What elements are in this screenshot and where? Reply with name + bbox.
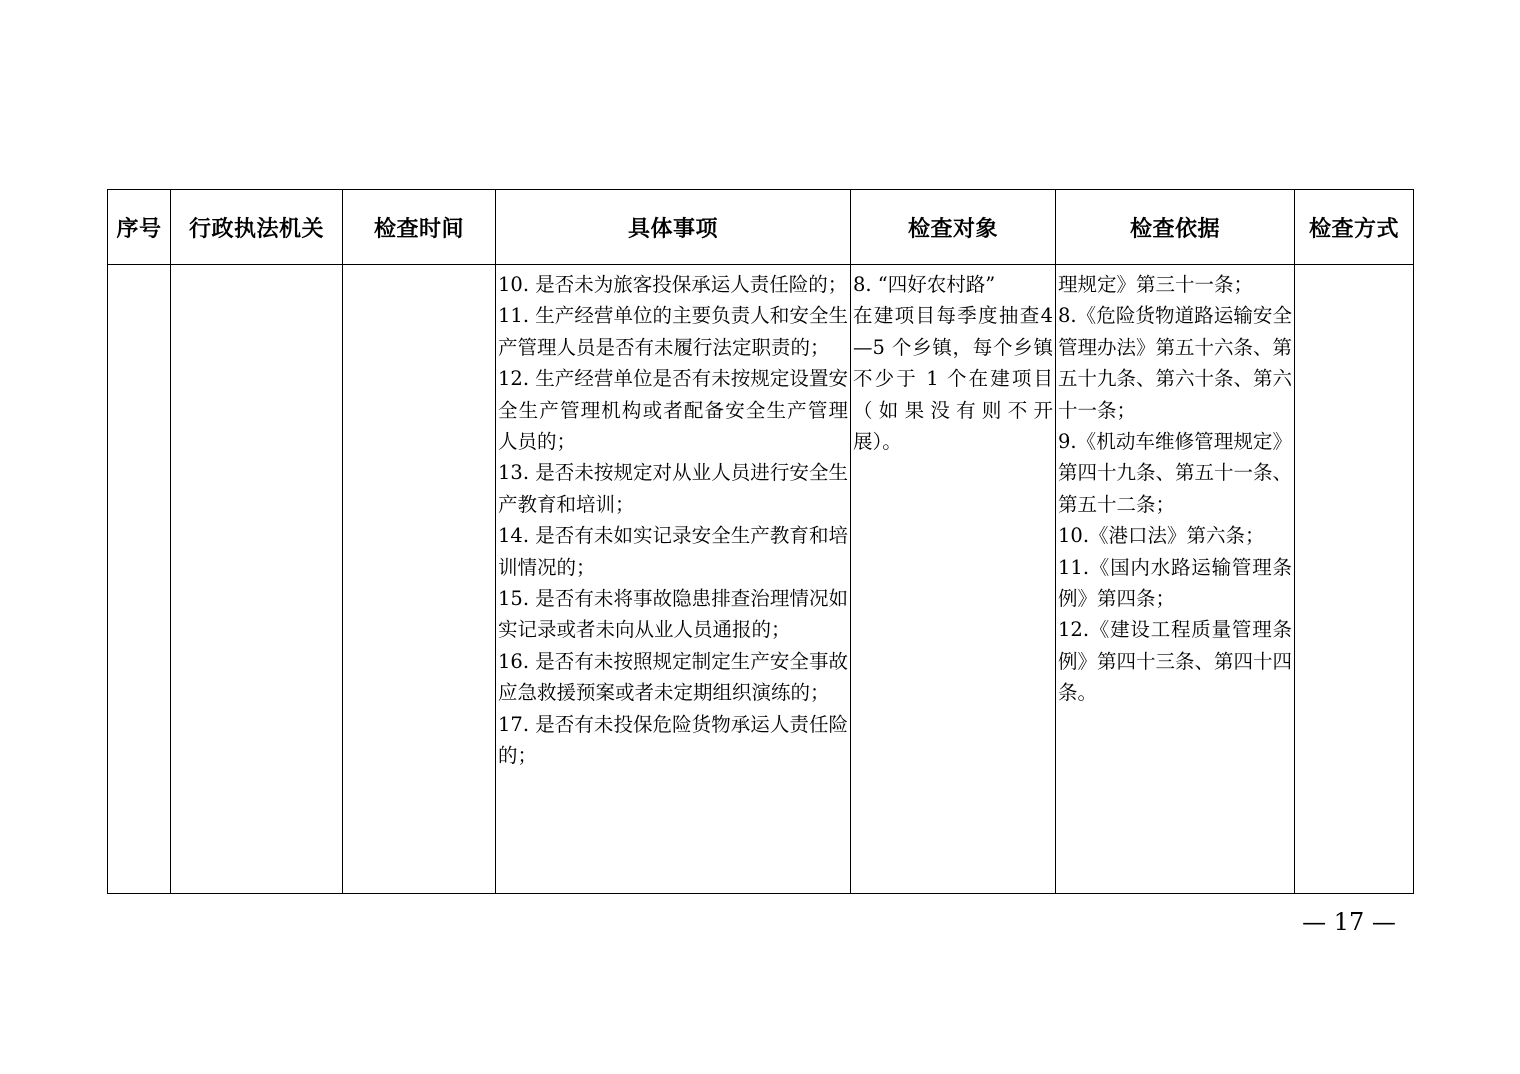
- basis-cell: [1056, 265, 1295, 894]
- list-item: 10. 是否未为旅客投保承运人责任险的；: [498, 273, 848, 296]
- targets-list: [851, 265, 1055, 457]
- list-item: 理规定》第三十一条；: [1058, 273, 1254, 296]
- list-item: 8. “四好农村路”: [853, 273, 996, 296]
- time-cell: [343, 265, 496, 894]
- serial-cell: [108, 265, 171, 894]
- list-item: 11. 生产经营单位的主要负责人和安全生产管理人员是否有未履行法定职责的；: [498, 304, 848, 359]
- page-number: — 17 —: [1302, 908, 1396, 936]
- list-item: 14. 是否有未如实记录安全生产教育和培训情况的；: [498, 524, 848, 579]
- header-method: 检查方式: [1295, 190, 1414, 265]
- inspection-table: [107, 189, 1414, 894]
- list-item: 9.《机动车维修管理规定》第四十九条、第五十一条、第五十二条；: [1058, 430, 1293, 516]
- list-item: 12. 生产经营单位是否有未按规定设置安全生产管理机构或者配备安全生产管理人员的；: [498, 367, 848, 454]
- agency-cell: [171, 265, 343, 894]
- header-time: 检查时间: [343, 190, 496, 265]
- list-item: 15. 是否有未将事故隐患排查治理情况如实记录或者未向从业人员通报的；: [498, 587, 848, 642]
- list-item: 16. 是否有未按照规定制定生产安全事故应急救援预案或者未定期组织演练的；: [498, 649, 848, 705]
- list-item: 8.《危险货物道路运输安全管理办法》第五十六条、第五十九条、第六十条、第六十一条；: [1058, 304, 1293, 422]
- header-agency: 行政执法机关: [171, 190, 343, 265]
- items-list: [496, 265, 850, 772]
- table-row: [108, 265, 1414, 894]
- list-item: 11.《国内水路运输管理条例》第四条；: [1058, 555, 1292, 611]
- list-item: 17. 是否有未投保危险货物承运人责任险的；: [498, 712, 848, 768]
- list-item: 在建项目每季度抽查4—5 个乡镇，每个乡镇不少于 1 个在建项目（如果没有则不开展）。: [853, 304, 1053, 454]
- header-items: 具体事项: [496, 190, 851, 265]
- header-targets: 检查对象: [851, 190, 1056, 265]
- list-item: 10.《港口法》第六条；: [1058, 524, 1265, 548]
- table-header-row: [108, 190, 1414, 265]
- list-item: 13. 是否未按规定对从业人员进行安全生产教育和培训；: [498, 461, 848, 516]
- list-item: 12.《建设工程质量管理条例》第四十三条、第四十四条。: [1058, 618, 1293, 705]
- targets-cell: [851, 265, 1056, 894]
- method-cell: [1295, 265, 1414, 894]
- items-cell: [496, 265, 851, 894]
- header-basis: 检查依据: [1056, 190, 1295, 265]
- basis-list: [1056, 265, 1294, 709]
- header-serial: 序号: [108, 190, 171, 265]
